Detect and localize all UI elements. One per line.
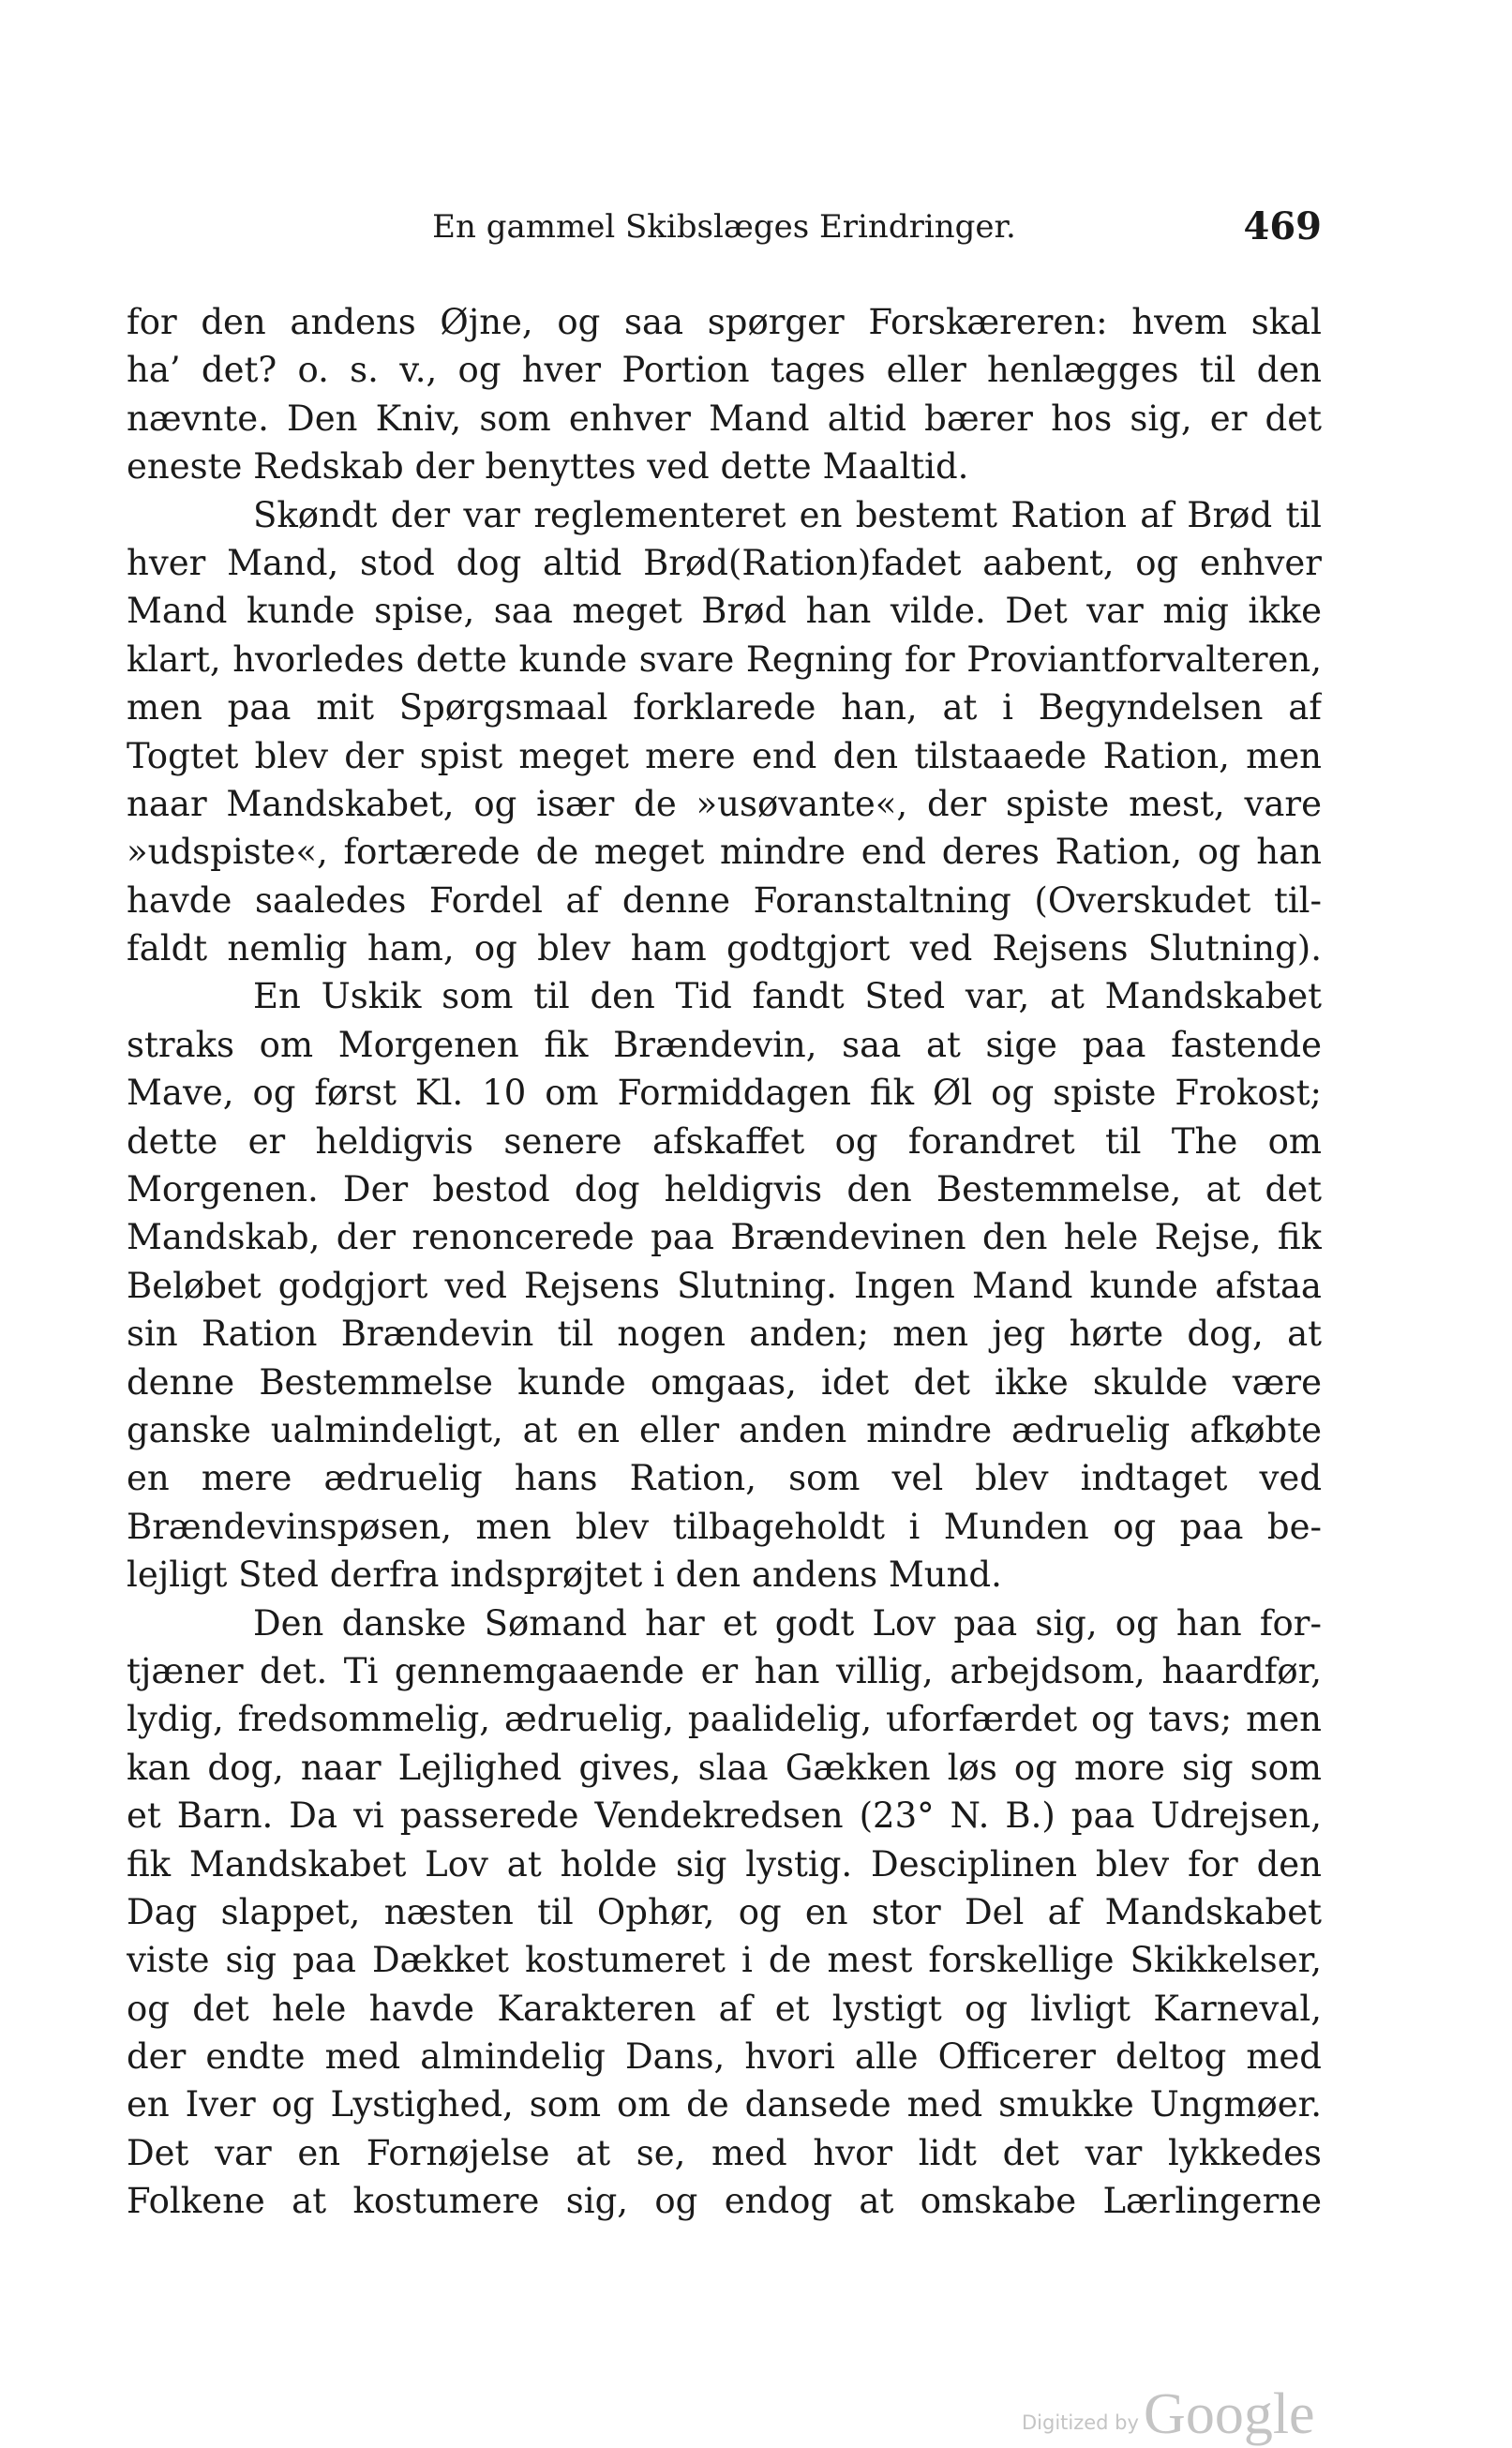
text-line: Togtet blev der spist meget mere end den tilstaaede Ration, men [127, 735, 1322, 776]
text-line: »udspiste«, fortærede de meget mindre end deres Ration, og han [127, 832, 1322, 873]
text-line: Folkene at kostumere sig, og endog at omskabe Lærlingerne [127, 2181, 1322, 2222]
page-header [127, 201, 1322, 257]
paragraph-start-line: Den danske Sømand har et godt Lov paa sig, og han for- [253, 1602, 1322, 1644]
text-line: Mave, og først Kl. 10 om Formiddagen fik Øl og spiste Frokost; [127, 1073, 1322, 1114]
watermark-prefix: Digitized by [1022, 2411, 1139, 2434]
text-line: fik Mandskabet Lov at holde sig lystig. Desciplinen blev for den [127, 1843, 1322, 1885]
text-line: et Barn. Da vi passerede Vendekredsen (23° N. B.) paa Udrejsen, [127, 1795, 1322, 1837]
text-line: Dag slappet, næsten til Ophør, og en stor Del af Mandskabet [127, 1891, 1322, 1932]
text-line: Beløbet godgjort ved Rejsens Slutning. Ingen Mand kunde afstaa [127, 1265, 1322, 1306]
text-line: tjæner det. Ti gennemgaaende er han villig, arbejdsom, haardfør, [127, 1650, 1322, 1691]
text-line: der endte med almindelig Dans, hvori alle Officerer deltog med [127, 2036, 1322, 2078]
text-line: naar Mandskabet, og især de »usøvante«, der spiste mest, vare [127, 783, 1322, 824]
text-line: Brændevinspøsen, men blev tilbageholdt i Munden og paa be- [127, 1506, 1322, 1547]
text-line: Mandskab, der renoncerede paa Brændevinen den hele Rejse, fik [127, 1217, 1322, 1258]
text-line: viste sig paa Dækket kostumeret i de mest forskellige Skikkelser, [127, 1940, 1322, 1981]
body-text [127, 298, 1322, 2226]
text-line: lydig, fredsommelig, ædruelig, paalidelig, uforfærdet og tavs; men [127, 1699, 1322, 1740]
google-watermark [1022, 2381, 1315, 2448]
text-line: Mand kunde spise, saa meget Brød han vilde. Det var mig ikke [127, 591, 1322, 632]
text-line: en mere ædruelig hans Ration, som vel blev indtaget ved [127, 1458, 1322, 1499]
text-line: havde saaledes Fordel af denne Foranstaltning (Overskudet til- [127, 879, 1322, 921]
text-line: nævnte. Den Kniv, som enhver Mand altid bærer hos sig, er det [127, 398, 1322, 439]
paragraph-start-line: En Uskik som til den Tid fandt Sted var, at Mandskabet [253, 976, 1322, 1017]
text-line: for den andens Øjne, og saa spørger Forskæreren: hvem skal [127, 302, 1322, 342]
text-line: en Iver og Lystighed, som om de dansede med smukke Ungmøer. [127, 2084, 1322, 2125]
text-line: kan dog, naar Lejlighed gives, slaa Gækken løs og more sig som [127, 1747, 1322, 1788]
text-line: og det hele havde Karakteren af et lystigt og livligt Karneval, [127, 1988, 1322, 2029]
text-line: Morgenen. Der bestod dog heldigvis den Bestemmelse, at det [127, 1169, 1322, 1210]
text-line: sin Ration Brændevin til nogen anden; men jeg hørte dog, at [127, 1314, 1322, 1355]
text-line: ganske ualmindeligt, at en eller anden mindre ædruelig afkøbte [127, 1409, 1322, 1450]
google-logo: Google [1144, 2382, 1315, 2446]
text-line: eneste Redskab der benyttes ved dette Maaltid. [127, 446, 969, 488]
text-line: ha’ det? o. s. v., og hver Portion tages eller henlægges til den [127, 350, 1322, 391]
text-line: faldt nemlig ham, og blev ham godtgjort ved Rejsens Slutning). [127, 928, 1322, 969]
paragraph-start-line: Skøndt der var reglementeret en bestemt Ration af Brød til [253, 494, 1322, 535]
text-line: lejligt Sted derfra indsprøjtet i den andens Mund. [127, 1554, 1002, 1596]
running-title: En gammel Skibslæges Erindringer. [432, 208, 1016, 246]
text-line: dette er heldigvis senere afskaffet og forandret til The om [127, 1120, 1322, 1162]
page-number: 469 [1243, 204, 1322, 248]
text-line: Det var en Fornøjelse at se, med hvor lidt det var lykkedes [127, 2132, 1322, 2173]
text-line: men paa mit Spørgsmaal forklarede han, at i Begyndelsen af [127, 687, 1322, 728]
text-line: straks om Morgenen fik Brændevin, saa at sige paa fastende [127, 1024, 1322, 1065]
text-line: klart, hvorledes dette kunde svare Regning for Proviantforvalteren, [127, 638, 1322, 680]
text-line: denne Bestemmelse kunde omgaas, idet det ikke skulde være [127, 1361, 1322, 1403]
text-line: hver Mand, stod dog altid Brød(Ration)fadet aabent, og enhver [127, 542, 1322, 583]
